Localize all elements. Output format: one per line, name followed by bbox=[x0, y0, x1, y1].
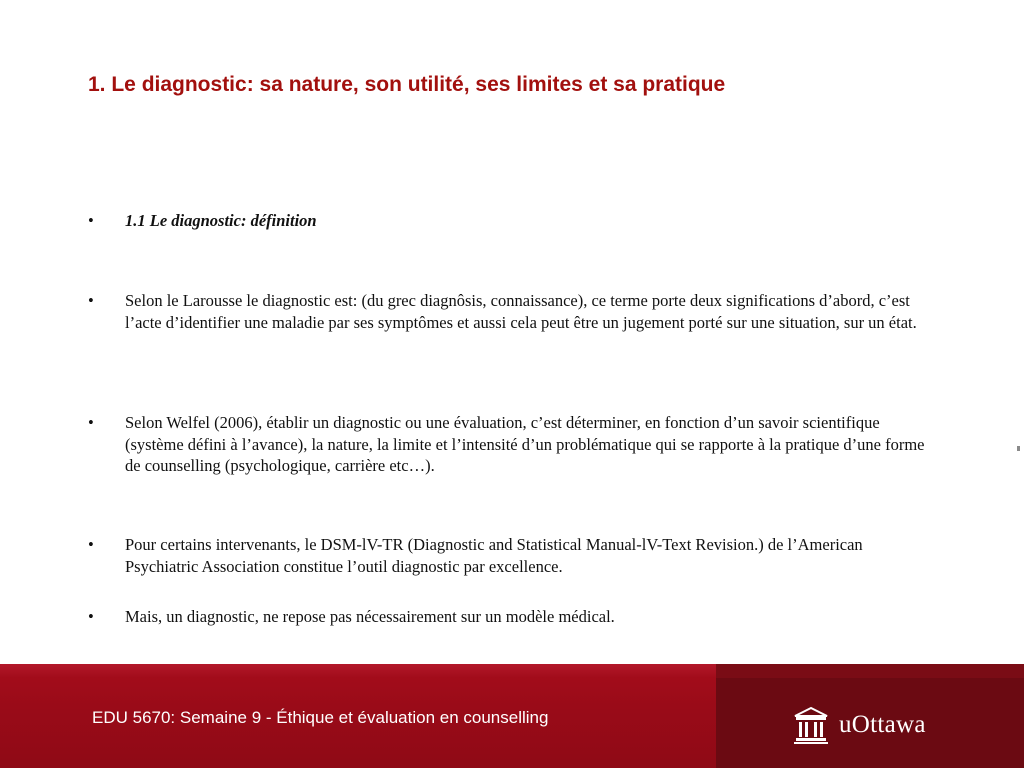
bullet-text: 1.1 Le diagnostic: définition bbox=[125, 211, 317, 230]
bullet-text: Mais, un diagnostic, ne repose pas nécessairement sur un modèle médical. bbox=[125, 607, 615, 626]
uottawa-logo bbox=[793, 704, 926, 746]
edge-artifact bbox=[1017, 446, 1020, 451]
bullet-marker: • bbox=[88, 211, 94, 230]
bullet-item-welfel bbox=[88, 412, 938, 477]
bullet-marker: • bbox=[88, 413, 94, 432]
bullet-item-medical-model bbox=[88, 606, 938, 628]
bullet-marker: • bbox=[88, 535, 94, 554]
slide-title: 1. Le diagnostic: sa nature, son utilité, ses limites et sa pratique bbox=[88, 73, 726, 96]
course-footer-text: EDU 5670: Semaine 9 - Éthique et évaluation en counselling bbox=[92, 708, 549, 727]
bullet-item-larousse bbox=[88, 290, 938, 333]
uottawa-wordmark: uOttawa bbox=[839, 711, 926, 738]
bullet-marker: • bbox=[88, 291, 94, 310]
bullet-text: Pour certains intervenants, le DSM-lV-TR (Diagnostic and Statistical Manual-lV-Text Revision.) de l’American Psychiatric Association constitue l’outil diagnostic par excellence. bbox=[125, 535, 863, 576]
bullet-text: Selon Welfel (2006), établir un diagnostic ou une évaluation, c’est déterminer, en fonction d’un savoir scientifique (système défini à l’avance), la nature, la limite et l’intensité d’un problématique qui se rapporte à la pratique d’une forme de counselling (psychologique, carrière etc…). bbox=[125, 413, 925, 475]
footer-left-panel bbox=[0, 664, 716, 768]
university-building-icon bbox=[793, 705, 829, 745]
bullet-text: Selon le Larousse le diagnostic est: (du grec diagnôsis, connaissance), ce terme porte deux significations d’abord, c’est l’acte d’identifier une maladie par ses symptômes et aussi cela peut être un jugement porté sur une situation, sur un état. bbox=[125, 291, 917, 332]
bullet-item-definition-heading bbox=[88, 210, 938, 232]
bullet-marker: • bbox=[88, 607, 94, 626]
bullet-item-dsm bbox=[88, 534, 938, 577]
footer-bar bbox=[0, 664, 1024, 768]
